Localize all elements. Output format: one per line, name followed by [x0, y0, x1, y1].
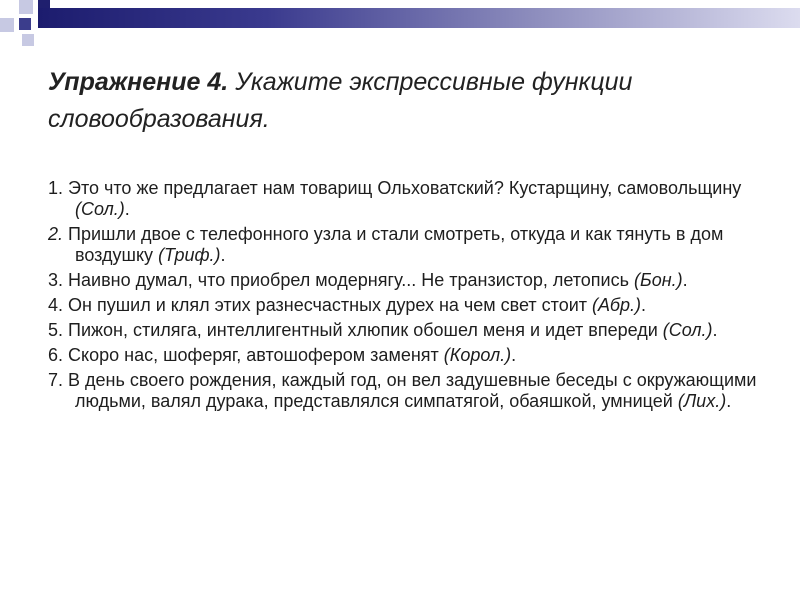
- decor-square: [19, 18, 31, 30]
- item-source: (Лих.): [677, 391, 727, 411]
- item-text: Это что же предлагает нам товарищ Ольховатский? Кустарщину, самовольщину: [63, 178, 742, 198]
- item-number: 4.: [48, 295, 64, 315]
- exercise-list: [48, 178, 768, 416]
- item-source: (Бон.): [634, 270, 683, 290]
- item-text: В день своего рождения, каждый год, он вел задушевные беседы с окружающими людьми, валял дурака, представлялся симпатягой, обаяшкой, умницей: [63, 370, 757, 411]
- item-text: Пришли двое с телефонного узла и стали смотреть, откуда и как тянуть в дом воздушку: [63, 224, 724, 265]
- item-tail: .: [712, 320, 718, 340]
- item-number: 1.: [48, 178, 64, 198]
- item-source: (Сол.): [75, 199, 125, 219]
- item-number: 5.: [48, 320, 64, 340]
- item-number: 7.: [48, 370, 64, 390]
- list-item: [48, 178, 768, 220]
- list-item: [48, 320, 768, 341]
- decor-square: [22, 34, 34, 46]
- list-item: [48, 370, 768, 412]
- item-text: Скоро нас, шоферяг, автошофером заменят: [63, 345, 444, 365]
- list-item: [48, 270, 768, 291]
- list-item: [48, 295, 768, 316]
- item-tail: .: [640, 295, 646, 315]
- item-tail: .: [220, 245, 226, 265]
- item-source: (Абр.): [592, 295, 641, 315]
- item-source: (Сол.): [662, 320, 713, 340]
- item-tail: .: [511, 345, 517, 365]
- item-text: Наивно думал, что приобрел модернягу... Не транзистор, летопись: [63, 270, 634, 290]
- decor-square: [0, 18, 14, 32]
- decorative-banner: [0, 0, 800, 50]
- item-text: Пижон, стиляга, интеллигентный хлюпик обошел меня и идет впереди: [63, 320, 663, 340]
- item-tail: .: [726, 391, 732, 411]
- title-lead: Упражнение 4.: [48, 68, 229, 96]
- item-source: (Триф.): [158, 245, 221, 265]
- item-tail: .: [124, 199, 130, 219]
- list-item: [48, 224, 768, 266]
- item-source: (Корол.): [443, 345, 512, 365]
- title-rest: Укажите экспрессивные функции словообразования.: [48, 68, 633, 133]
- item-text: Он пушил и клял этих разнесчастных дурех на чем свет стоит: [63, 295, 593, 315]
- slide-title: [48, 64, 748, 138]
- item-tail: .: [682, 270, 688, 290]
- decor-square: [19, 0, 33, 14]
- item-number: 2.: [48, 224, 64, 244]
- list-item: [48, 345, 768, 366]
- item-number: 6.: [48, 345, 64, 365]
- item-number: 3.: [48, 270, 64, 290]
- gradient-bar: [38, 8, 800, 28]
